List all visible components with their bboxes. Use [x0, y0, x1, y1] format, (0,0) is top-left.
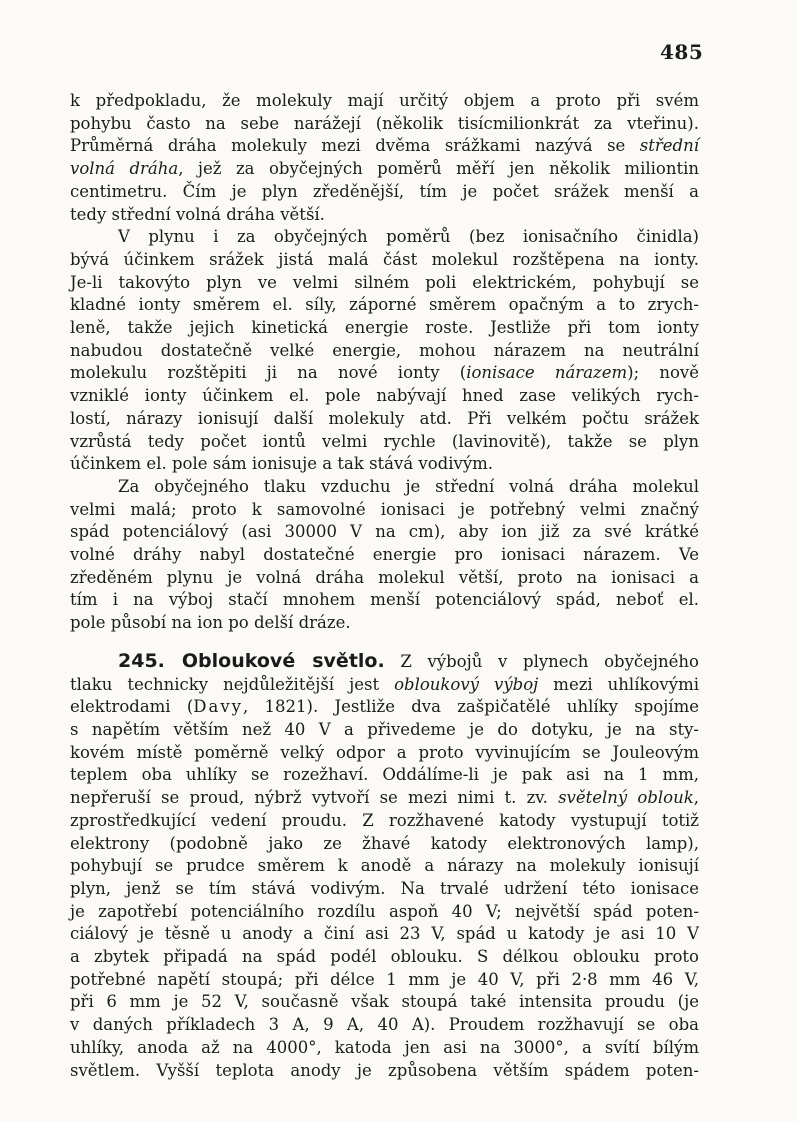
text-line [70, 362, 699, 385]
text-line: bývá účinkem srážek jistá malá část molekul rozštěpena na ionty. [70, 249, 699, 269]
text-line: tedy střední volná dráha větší. [70, 204, 325, 224]
text-line: vzniklé ionty účinkem el. pole nabývají hned zase velikých rych- [70, 386, 699, 406]
section-arc-light [70, 650, 699, 1082]
text-line: při 6 mm je 52 V, současně však stoupá také intensita proudu (je [70, 992, 699, 1012]
text-line: v daných příkladech 3 A, 9 A, 40 A). Proudem rozžhavují se oba [70, 1015, 699, 1035]
paragraph-mean-free-path [70, 90, 699, 226]
text-run: , jež za obyčejných poměrů měří jen několik miliontin [178, 159, 699, 179]
page-text [70, 90, 699, 1082]
text-line: ciálový je těsně u anody a činí asi 23 V, spád u katody je asi 10 V [70, 924, 699, 944]
person-name: Davy [193, 697, 244, 717]
text-run: nepřeruší se proud, nýbrž vytvoří se mezi nimi t. zv. [70, 788, 559, 808]
text-line: kovém místě poměrně velký odpor a proto vyvinujícím se Jouleovým [70, 742, 699, 762]
text-run: , 1821). Jestliže dva zašpičatělé uhlíky spojíme [243, 697, 699, 717]
text-line: uhlíky, anoda až na 4000°, katoda jen asi na 3000°, a svítí bílým [70, 1037, 699, 1057]
text-line: teplem oba uhlíky se rozežhaví. Oddálíme-li je pak asi na 1 mm, [70, 765, 699, 785]
text-line: zředěném plynu je volná dráha molekul větší, proto na ionisaci a [70, 567, 699, 587]
text-line [70, 158, 699, 181]
text-line: V plynu i za obyčejných poměrů (bez ionisačního činidla) [118, 227, 699, 247]
paragraph-spontaneous-ionisation [70, 476, 699, 635]
text-run: ); nově [627, 363, 699, 383]
text-line [70, 787, 699, 810]
text-line: elektrony (podobně jako ze žhavé katody elektronových lamp), [70, 833, 699, 853]
italic-term: světelný oblouk [558, 788, 694, 808]
text-line: lostí, nárazy ionisují další molekuly atd. Při velkém počtu srážek [70, 408, 699, 428]
text-line: pole působí na ion po delší dráze. [70, 613, 351, 633]
text-line: pohybu často na sebe narážejí (několik tisícmilionkrát za vteřinu). [70, 113, 699, 133]
italic-term: ionisace nárazem [466, 363, 628, 383]
text-line: s napětím větším než 40 V a přivedeme je do dotyku, je na sty- [70, 719, 699, 739]
text-line: k předpokladu, že molekuly mají určitý objem a proto při svém [70, 91, 699, 110]
text-line: volné dráhy nabyl dostatečné energie pro ionisaci nárazem. Ve [70, 545, 699, 565]
text-run: molekulu rozštěpiti ji na nové ionty ( [70, 363, 467, 383]
text-line: pohybují se prudce směrem k anodě a nárazy na molekuly ionisují [70, 856, 699, 876]
text-line: spád potenciálový (asi 30000 V na cm), aby ion již za své krátké [70, 522, 699, 542]
italic-term: střední [639, 136, 699, 156]
text-run: , [693, 788, 699, 808]
section-heading: 245. Obloukové světlo. [118, 649, 385, 672]
text-line: je zapotřebí potenciálního rozdílu aspoň 40 V; největší spád poten- [70, 901, 699, 921]
text-line: nabudou dostatečně velké energie, mohou nárazem na neutrální [70, 340, 699, 360]
italic-term: volná dráha [70, 159, 179, 179]
text-line: potřebné napětí stoupá; při délce 1 mm je 40 V, při 2·8 mm 46 V, [70, 969, 699, 989]
text-line: světlem. Vyšší teplota anody je způsobena větším spádem poten- [70, 1060, 699, 1080]
text-line: tím i na výboj stačí mnohem menší potenciálový spád, neboť el. [70, 590, 699, 610]
text-run: Průměrná dráha molekuly mezi dvěma srážkami nazývá se [70, 136, 640, 156]
text-line: zprostředkující vedení proudu. Z rozžhavené katody vystupují totiž [70, 810, 699, 830]
text-run: elektrodami ( [70, 697, 194, 717]
text-line [70, 135, 699, 158]
text-line: kladné ionty směrem el. síly, záporné směrem opačným a to zrych- [70, 295, 699, 315]
text-line: vzrůstá tedy počet iontů velmi rychle (lavinovitě), takže se plyn [70, 431, 699, 451]
text-line: velmi malá; proto k samovolné ionisaci je potřebný velmi značný [70, 499, 699, 519]
paragraph-impact-ionisation [70, 226, 699, 476]
text-run: Z výbojů v plynech obyčejného [384, 651, 699, 671]
text-line: centimetru. Čím je plyn zředěnější, tím je počet srážek menší a [70, 181, 699, 201]
text-line: plyn, jenž se tím stává vodivým. Na trvalé udržení této ionisace [70, 878, 699, 898]
text-line [70, 696, 699, 719]
text-run: mezi uhlíkovými [538, 674, 699, 694]
text-line: Za obyčejného tlaku vzduchu je střední volná dráha molekul [118, 476, 699, 496]
text-line: a zbytek připadá na spád podél oblouku. S délkou oblouku proto [70, 947, 699, 967]
text-line: leně, takže jejich kinetická energie roste. Jestliže při tom ionty [70, 318, 699, 338]
text-line [70, 674, 699, 697]
text-run: tlaku technicky nejdůležitější jest [70, 674, 395, 694]
text-line: Je-li takovýto plyn ve velmi silném poli elektrickém, pohybují se [70, 272, 699, 292]
italic-term: obloukový výboj [394, 674, 539, 694]
text-line: účinkem el. pole sám ionisuje a tak stává vodivým. [70, 454, 494, 474]
page-number: 485 [660, 40, 704, 64]
text-line [70, 650, 699, 674]
